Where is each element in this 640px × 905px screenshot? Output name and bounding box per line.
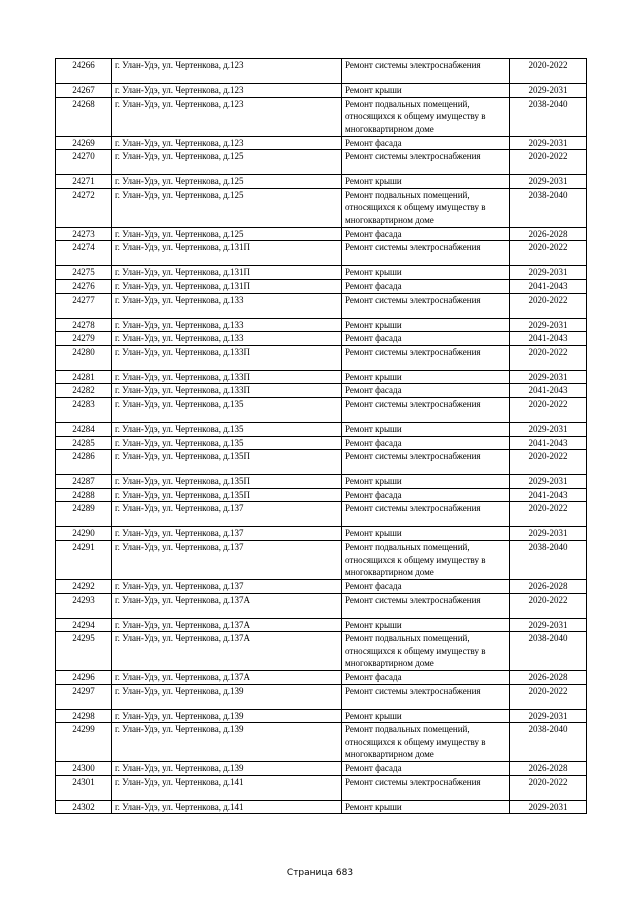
address-cell: г. Улан-Удэ, ул. Чертенкова, д.141 <box>112 775 342 800</box>
table-row <box>56 475 587 489</box>
row-number-cell: 24268 <box>56 97 112 136</box>
address-cell: г. Улан-Удэ, ул. Чертенкова, д.135П <box>112 450 342 475</box>
period-cell: 2020-2022 <box>510 59 587 84</box>
table-row <box>56 709 587 723</box>
row-number-cell: 24298 <box>56 709 112 723</box>
work-type-cell: Ремонт системы электроснабжения <box>342 775 510 800</box>
period-cell: 2041-2043 <box>510 436 587 450</box>
work-type-cell: Ремонт крыши <box>342 318 510 332</box>
work-type-cell: Ремонт подвальных помещений, относящихся к общему имуществу в многоквартирном доме <box>342 188 510 227</box>
row-number-cell: 24269 <box>56 136 112 150</box>
period-cell: 2029-2031 <box>510 475 587 489</box>
work-type-cell: Ремонт крыши <box>342 175 510 189</box>
table-row <box>56 775 587 800</box>
period-cell: 2029-2031 <box>510 800 587 814</box>
address-cell: г. Улан-Удэ, ул. Чертенкова, д.131П <box>112 279 342 293</box>
row-number-cell: 24276 <box>56 279 112 293</box>
table-row <box>56 671 587 685</box>
table-row <box>56 59 587 84</box>
address-cell: г. Улан-Удэ, ул. Чертенкова, д.137А <box>112 618 342 632</box>
row-number-cell: 24301 <box>56 775 112 800</box>
address-cell: г. Улан-Удэ, ул. Чертенкова, д.137 <box>112 502 342 527</box>
table-row <box>56 241 587 266</box>
period-cell: 2020-2022 <box>510 775 587 800</box>
table-row <box>56 332 587 346</box>
table-row <box>56 488 587 502</box>
period-cell: 2029-2031 <box>510 136 587 150</box>
work-type-cell: Ремонт системы электроснабжения <box>342 593 510 618</box>
row-number-cell: 24293 <box>56 593 112 618</box>
table-row <box>56 227 587 241</box>
table-row <box>56 136 587 150</box>
repair-schedule-table <box>55 58 587 814</box>
row-number-cell: 24266 <box>56 59 112 84</box>
address-cell: г. Улан-Удэ, ул. Чертенкова, д.137А <box>112 671 342 685</box>
work-type-cell: Ремонт фасада <box>342 671 510 685</box>
period-cell: 2026-2028 <box>510 227 587 241</box>
table-row <box>56 593 587 618</box>
row-number-cell: 24274 <box>56 241 112 266</box>
period-cell: 2029-2031 <box>510 527 587 541</box>
address-cell: г. Улан-Удэ, ул. Чертенкова, д.135П <box>112 475 342 489</box>
address-cell: г. Улан-Удэ, ул. Чертенкова, д.131П <box>112 266 342 280</box>
address-cell: г. Улан-Удэ, ул. Чертенкова, д.139 <box>112 762 342 776</box>
period-cell: 2029-2031 <box>510 618 587 632</box>
period-cell: 2038-2040 <box>510 188 587 227</box>
period-cell: 2020-2022 <box>510 450 587 475</box>
table-row <box>56 188 587 227</box>
address-cell: г. Улан-Удэ, ул. Чертенкова, д.131П <box>112 241 342 266</box>
period-cell: 2020-2022 <box>510 502 587 527</box>
period-cell: 2041-2043 <box>510 332 587 346</box>
table-row <box>56 684 587 709</box>
work-type-cell: Ремонт фасада <box>342 384 510 398</box>
work-type-cell: Ремонт фасада <box>342 579 510 593</box>
work-type-cell: Ремонт крыши <box>342 422 510 436</box>
work-type-cell: Ремонт крыши <box>342 709 510 723</box>
work-type-cell: Ремонт крыши <box>342 370 510 384</box>
work-type-cell: Ремонт фасада <box>342 762 510 776</box>
period-cell: 2020-2022 <box>510 684 587 709</box>
work-type-cell: Ремонт системы электроснабжения <box>342 150 510 175</box>
period-cell: 2029-2031 <box>510 318 587 332</box>
period-cell: 2029-2031 <box>510 175 587 189</box>
work-type-cell: Ремонт системы электроснабжения <box>342 450 510 475</box>
row-number-cell: 24278 <box>56 318 112 332</box>
row-number-cell: 24294 <box>56 618 112 632</box>
table-row <box>56 397 587 422</box>
table-row <box>56 279 587 293</box>
work-type-cell: Ремонт крыши <box>342 84 510 98</box>
work-type-cell: Ремонт подвальных помещений, относящихся к общему имуществу в многоквартирном доме <box>342 723 510 762</box>
address-cell: г. Улан-Удэ, ул. Чертенкова, д.133 <box>112 332 342 346</box>
row-number-cell: 24275 <box>56 266 112 280</box>
period-cell: 2029-2031 <box>510 370 587 384</box>
period-cell: 2026-2028 <box>510 671 587 685</box>
table-row <box>56 150 587 175</box>
work-type-cell: Ремонт крыши <box>342 475 510 489</box>
row-number-cell: 24290 <box>56 527 112 541</box>
address-cell: г. Улан-Удэ, ул. Чертенкова, д.123 <box>112 136 342 150</box>
work-type-cell: Ремонт системы электроснабжения <box>342 293 510 318</box>
table-row <box>56 632 587 671</box>
address-cell: г. Улан-Удэ, ул. Чертенкова, д.123 <box>112 97 342 136</box>
row-number-cell: 24285 <box>56 436 112 450</box>
period-cell: 2020-2022 <box>510 593 587 618</box>
period-cell: 2041-2043 <box>510 279 587 293</box>
row-number-cell: 24271 <box>56 175 112 189</box>
period-cell: 2029-2031 <box>510 422 587 436</box>
table-row <box>56 800 587 814</box>
work-type-cell: Ремонт крыши <box>342 266 510 280</box>
work-type-cell: Ремонт системы электроснабжения <box>342 59 510 84</box>
work-type-cell: Ремонт крыши <box>342 618 510 632</box>
table-row <box>56 84 587 98</box>
work-type-cell: Ремонт системы электроснабжения <box>342 684 510 709</box>
table-row <box>56 579 587 593</box>
period-cell: 2029-2031 <box>510 266 587 280</box>
work-type-cell: Ремонт фасада <box>342 136 510 150</box>
address-cell: г. Улан-Удэ, ул. Чертенкова, д.133П <box>112 370 342 384</box>
row-number-cell: 24291 <box>56 540 112 579</box>
table-body <box>56 59 587 814</box>
row-number-cell: 24267 <box>56 84 112 98</box>
address-cell: г. Улан-Удэ, ул. Чертенкова, д.125 <box>112 227 342 241</box>
table-row <box>56 318 587 332</box>
row-number-cell: 24279 <box>56 332 112 346</box>
row-number-cell: 24300 <box>56 762 112 776</box>
row-number-cell: 24283 <box>56 397 112 422</box>
row-number-cell: 24302 <box>56 800 112 814</box>
period-cell: 2041-2043 <box>510 488 587 502</box>
address-cell: г. Улан-Удэ, ул. Чертенкова, д.125 <box>112 150 342 175</box>
address-cell: г. Улан-Удэ, ул. Чертенкова, д.125 <box>112 188 342 227</box>
row-number-cell: 24295 <box>56 632 112 671</box>
table-row <box>56 293 587 318</box>
address-cell: г. Улан-Удэ, ул. Чертенкова, д.139 <box>112 709 342 723</box>
period-cell: 2038-2040 <box>510 97 587 136</box>
row-number-cell: 24299 <box>56 723 112 762</box>
row-number-cell: 24296 <box>56 671 112 685</box>
work-type-cell: Ремонт фасада <box>342 332 510 346</box>
row-number-cell: 24297 <box>56 684 112 709</box>
table-row <box>56 450 587 475</box>
work-type-cell: Ремонт фасада <box>342 227 510 241</box>
address-cell: г. Улан-Удэ, ул. Чертенкова, д.135 <box>112 436 342 450</box>
table-row <box>56 723 587 762</box>
work-type-cell: Ремонт системы электроснабжения <box>342 502 510 527</box>
row-number-cell: 24289 <box>56 502 112 527</box>
table-row <box>56 370 587 384</box>
work-type-cell: Ремонт подвальных помещений, относящихся к общему имуществу в многоквартирном доме <box>342 97 510 136</box>
address-cell: г. Улан-Удэ, ул. Чертенкова, д.133П <box>112 384 342 398</box>
period-cell: 2041-2043 <box>510 384 587 398</box>
address-cell: г. Улан-Удэ, ул. Чертенкова, д.133 <box>112 293 342 318</box>
period-cell: 2038-2040 <box>510 723 587 762</box>
row-number-cell: 24284 <box>56 422 112 436</box>
work-type-cell: Ремонт крыши <box>342 800 510 814</box>
address-cell: г. Улан-Удэ, ул. Чертенкова, д.137А <box>112 593 342 618</box>
row-number-cell: 24287 <box>56 475 112 489</box>
work-type-cell: Ремонт подвальных помещений, относящихся к общему имуществу в многоквартирном доме <box>342 632 510 671</box>
address-cell: г. Улан-Удэ, ул. Чертенкова, д.135 <box>112 397 342 422</box>
address-cell: г. Улан-Удэ, ул. Чертенкова, д.123 <box>112 59 342 84</box>
address-cell: г. Улан-Удэ, ул. Чертенкова, д.133 <box>112 318 342 332</box>
address-cell: г. Улан-Удэ, ул. Чертенкова, д.137 <box>112 579 342 593</box>
table-row <box>56 527 587 541</box>
row-number-cell: 24273 <box>56 227 112 241</box>
period-cell: 2038-2040 <box>510 540 587 579</box>
address-cell: г. Улан-Удэ, ул. Чертенкова, д.139 <box>112 684 342 709</box>
period-cell: 2026-2028 <box>510 579 587 593</box>
address-cell: г. Улан-Удэ, ул. Чертенкова, д.125 <box>112 175 342 189</box>
row-number-cell: 24270 <box>56 150 112 175</box>
work-type-cell: Ремонт системы электроснабжения <box>342 345 510 370</box>
period-cell: 2026-2028 <box>510 762 587 776</box>
period-cell: 2020-2022 <box>510 345 587 370</box>
address-cell: г. Улан-Удэ, ул. Чертенкова, д.139 <box>112 723 342 762</box>
table-row <box>56 345 587 370</box>
address-cell: г. Улан-Удэ, ул. Чертенкова, д.123 <box>112 84 342 98</box>
work-type-cell: Ремонт фасада <box>342 279 510 293</box>
work-type-cell: Ремонт системы электроснабжения <box>342 241 510 266</box>
row-number-cell: 24288 <box>56 488 112 502</box>
table-row <box>56 502 587 527</box>
address-cell: г. Улан-Удэ, ул. Чертенкова, д.133П <box>112 345 342 370</box>
table-row <box>56 540 587 579</box>
row-number-cell: 24280 <box>56 345 112 370</box>
period-cell: 2029-2031 <box>510 709 587 723</box>
row-number-cell: 24272 <box>56 188 112 227</box>
row-number-cell: 24292 <box>56 579 112 593</box>
address-cell: г. Улан-Удэ, ул. Чертенкова, д.137 <box>112 527 342 541</box>
address-cell: г. Улан-Удэ, ул. Чертенкова, д.137А <box>112 632 342 671</box>
work-type-cell: Ремонт фасада <box>342 436 510 450</box>
work-type-cell: Ремонт крыши <box>342 527 510 541</box>
table-row <box>56 384 587 398</box>
work-type-cell: Ремонт фасада <box>342 488 510 502</box>
work-type-cell: Ремонт подвальных помещений, относящихся к общему имуществу в многоквартирном доме <box>342 540 510 579</box>
address-cell: г. Улан-Удэ, ул. Чертенкова, д.135 <box>112 422 342 436</box>
table-row <box>56 436 587 450</box>
table-row <box>56 175 587 189</box>
table-row <box>56 266 587 280</box>
work-type-cell: Ремонт системы электроснабжения <box>342 397 510 422</box>
row-number-cell: 24277 <box>56 293 112 318</box>
period-cell: 2020-2022 <box>510 241 587 266</box>
row-number-cell: 24286 <box>56 450 112 475</box>
address-cell: г. Улан-Удэ, ул. Чертенкова, д.137 <box>112 540 342 579</box>
row-number-cell: 24281 <box>56 370 112 384</box>
table-row <box>56 422 587 436</box>
table-row <box>56 618 587 632</box>
table-row <box>56 97 587 136</box>
row-number-cell: 24282 <box>56 384 112 398</box>
period-cell: 2020-2022 <box>510 293 587 318</box>
period-cell: 2020-2022 <box>510 150 587 175</box>
period-cell: 2038-2040 <box>510 632 587 671</box>
period-cell: 2029-2031 <box>510 84 587 98</box>
address-cell: г. Улан-Удэ, ул. Чертенкова, д.135П <box>112 488 342 502</box>
table-row <box>56 762 587 776</box>
address-cell: г. Улан-Удэ, ул. Чертенкова, д.141 <box>112 800 342 814</box>
period-cell: 2020-2022 <box>510 397 587 422</box>
page-number: Страница 683 <box>286 868 354 878</box>
